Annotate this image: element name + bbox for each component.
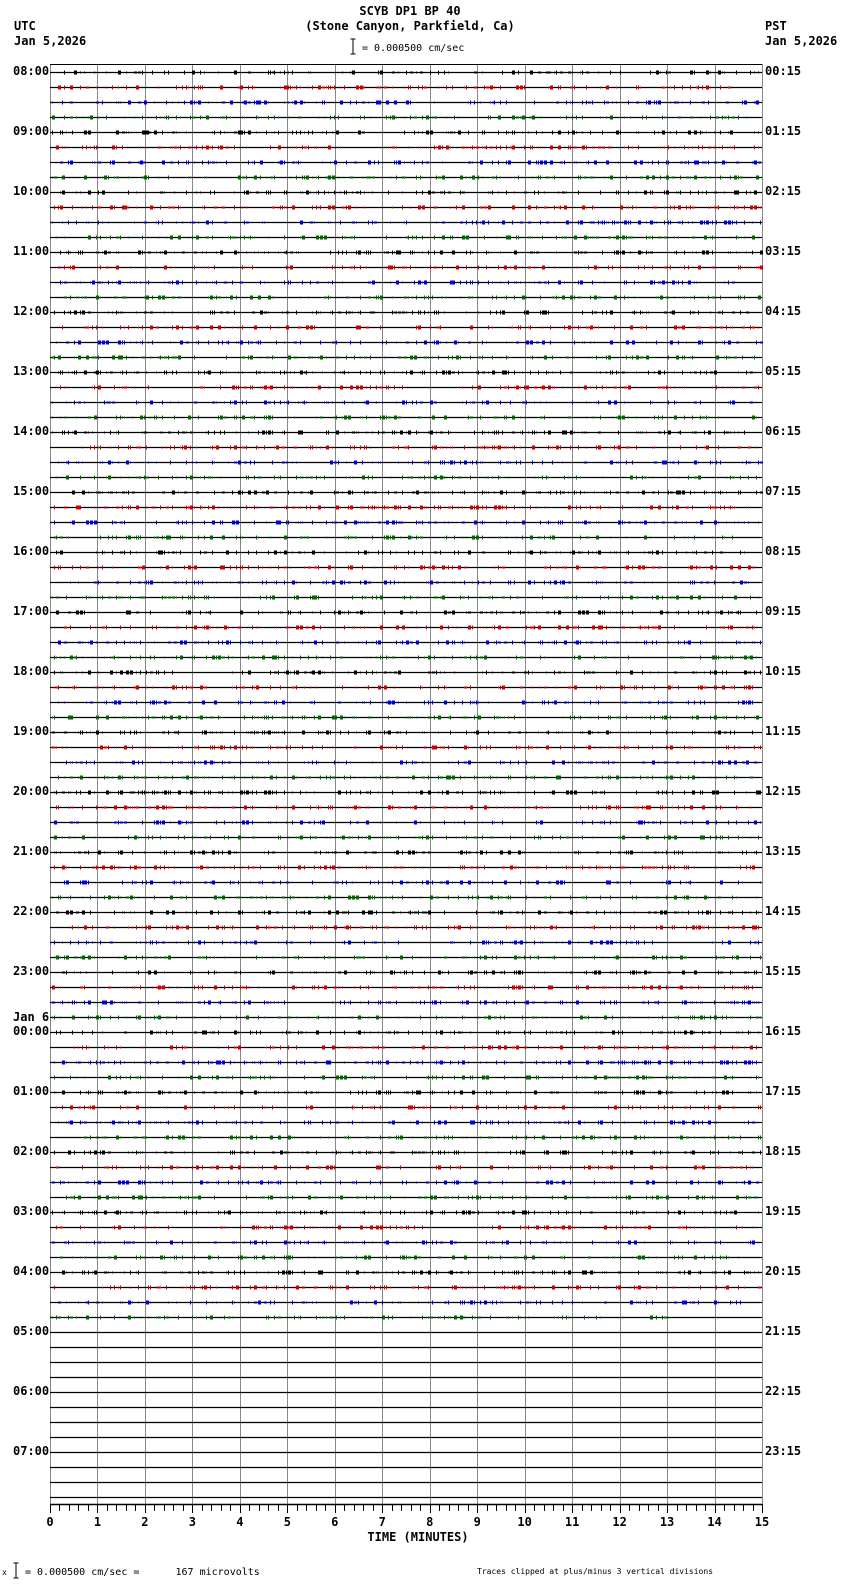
pst-time-label: 08:15: [765, 544, 802, 558]
utc-time-label: 18:00: [13, 664, 50, 678]
x-tick-label: 14: [707, 1515, 722, 1529]
right-date: Jan 5,2026: [765, 34, 838, 48]
x-tick-label: 3: [188, 1515, 196, 1529]
pst-time-label: 05:15: [765, 364, 802, 378]
utc-time-label: 22:00: [13, 904, 50, 918]
x-tick-label: 2: [141, 1515, 149, 1529]
pst-time-label: 18:15: [765, 1144, 802, 1158]
pst-time-label: 12:15: [765, 784, 802, 798]
left-date: Jan 5,2026: [14, 34, 87, 48]
date-change-label: Jan 6: [13, 1010, 50, 1024]
x-tick-label: 0: [46, 1515, 54, 1529]
pst-time-label: 15:15: [765, 964, 802, 978]
x-tick-label: 6: [331, 1515, 339, 1529]
utc-time-label: 02:00: [13, 1144, 50, 1158]
x-tick-label: 10: [517, 1515, 532, 1529]
utc-time-label: 13:00: [13, 364, 50, 378]
pst-time-label: 22:15: [765, 1384, 802, 1398]
chart-subtitle: (Stone Canyon, Parkfield, Ca): [305, 19, 515, 33]
x-tick-label: 7: [378, 1515, 386, 1529]
pst-time-label: 04:15: [765, 304, 802, 318]
utc-time-label: 23:00: [13, 964, 50, 978]
footer-scale-prefix: x: [2, 1568, 7, 1577]
traces: [50, 71, 763, 1498]
x-tick-label: 4: [236, 1515, 244, 1529]
utc-time-label: 07:00: [13, 1444, 50, 1458]
utc-time-label: 11:00: [13, 244, 50, 258]
utc-time-label: 06:00: [13, 1384, 50, 1398]
utc-time-label: 09:00: [13, 124, 50, 138]
utc-time-label: 14:00: [13, 424, 50, 438]
pst-time-label: 17:15: [765, 1084, 802, 1098]
pst-time-label: 20:15: [765, 1264, 802, 1278]
utc-time-label: 00:00: [13, 1024, 50, 1038]
utc-time-label: 20:00: [13, 784, 50, 798]
trace-noise: [52, 221, 761, 225]
x-tick-label: 12: [612, 1515, 627, 1529]
utc-time-label: 16:00: [13, 544, 50, 558]
utc-time-label: 21:00: [13, 844, 50, 858]
pst-time-label: 10:15: [765, 664, 802, 678]
pst-time-label: 14:15: [765, 904, 802, 918]
utc-time-label: 01:00: [13, 1084, 50, 1098]
pst-time-label: 13:15: [765, 844, 802, 858]
utc-time-label: 03:00: [13, 1204, 50, 1218]
pst-time-label: 03:15: [765, 244, 802, 258]
pst-time-label: 21:15: [765, 1324, 802, 1338]
x-tick-label: 11: [564, 1515, 580, 1529]
utc-time-label: 08:00: [13, 64, 50, 78]
x-tick-label: 9: [473, 1515, 481, 1529]
pst-time-label: 06:15: [765, 424, 802, 438]
x-tick-label: 15: [754, 1515, 770, 1529]
utc-time-label: 15:00: [13, 484, 50, 498]
x-axis: [50, 1504, 763, 1513]
chart-title: SCYB DP1 BP 40: [359, 4, 461, 18]
pst-time-label: 19:15: [765, 1204, 802, 1218]
utc-time-label: 10:00: [13, 184, 50, 198]
pst-time-label: 23:15: [765, 1444, 802, 1458]
utc-time-label: 12:00: [13, 304, 50, 318]
x-tick-label: 5: [283, 1515, 291, 1529]
right-timezone: PST: [765, 19, 787, 33]
scale-text: = 0.000500 cm/sec: [362, 43, 465, 54]
left-timezone: UTC: [14, 19, 36, 33]
x-axis-label: TIME (MINUTES): [367, 1530, 469, 1544]
utc-time-label: 04:00: [13, 1264, 50, 1278]
pst-time-label: 00:15: [765, 64, 802, 78]
pst-time-label: 02:15: [765, 184, 802, 198]
pst-time-label: 11:15: [765, 724, 802, 738]
footer-scale-text: = 0.000500 cm/sec = 167 microvolts: [25, 1567, 260, 1578]
utc-time-label: 19:00: [13, 724, 50, 738]
footer-scale-bar-icon: [12, 1562, 20, 1580]
utc-time-label: 05:00: [13, 1324, 50, 1338]
clip-note: Traces clipped at plus/minus 3 vertical divisions: [477, 1567, 714, 1576]
pst-time-label: 01:15: [765, 124, 802, 138]
utc-time-label: 17:00: [13, 604, 50, 618]
x-tick-label: 13: [659, 1515, 675, 1529]
x-tick-label: 8: [426, 1515, 434, 1529]
x-tick-label: 1: [93, 1515, 102, 1529]
pst-time-label: 09:15: [765, 604, 802, 618]
pst-time-label: 16:15: [765, 1024, 802, 1038]
pst-time-label: 07:15: [765, 484, 802, 498]
